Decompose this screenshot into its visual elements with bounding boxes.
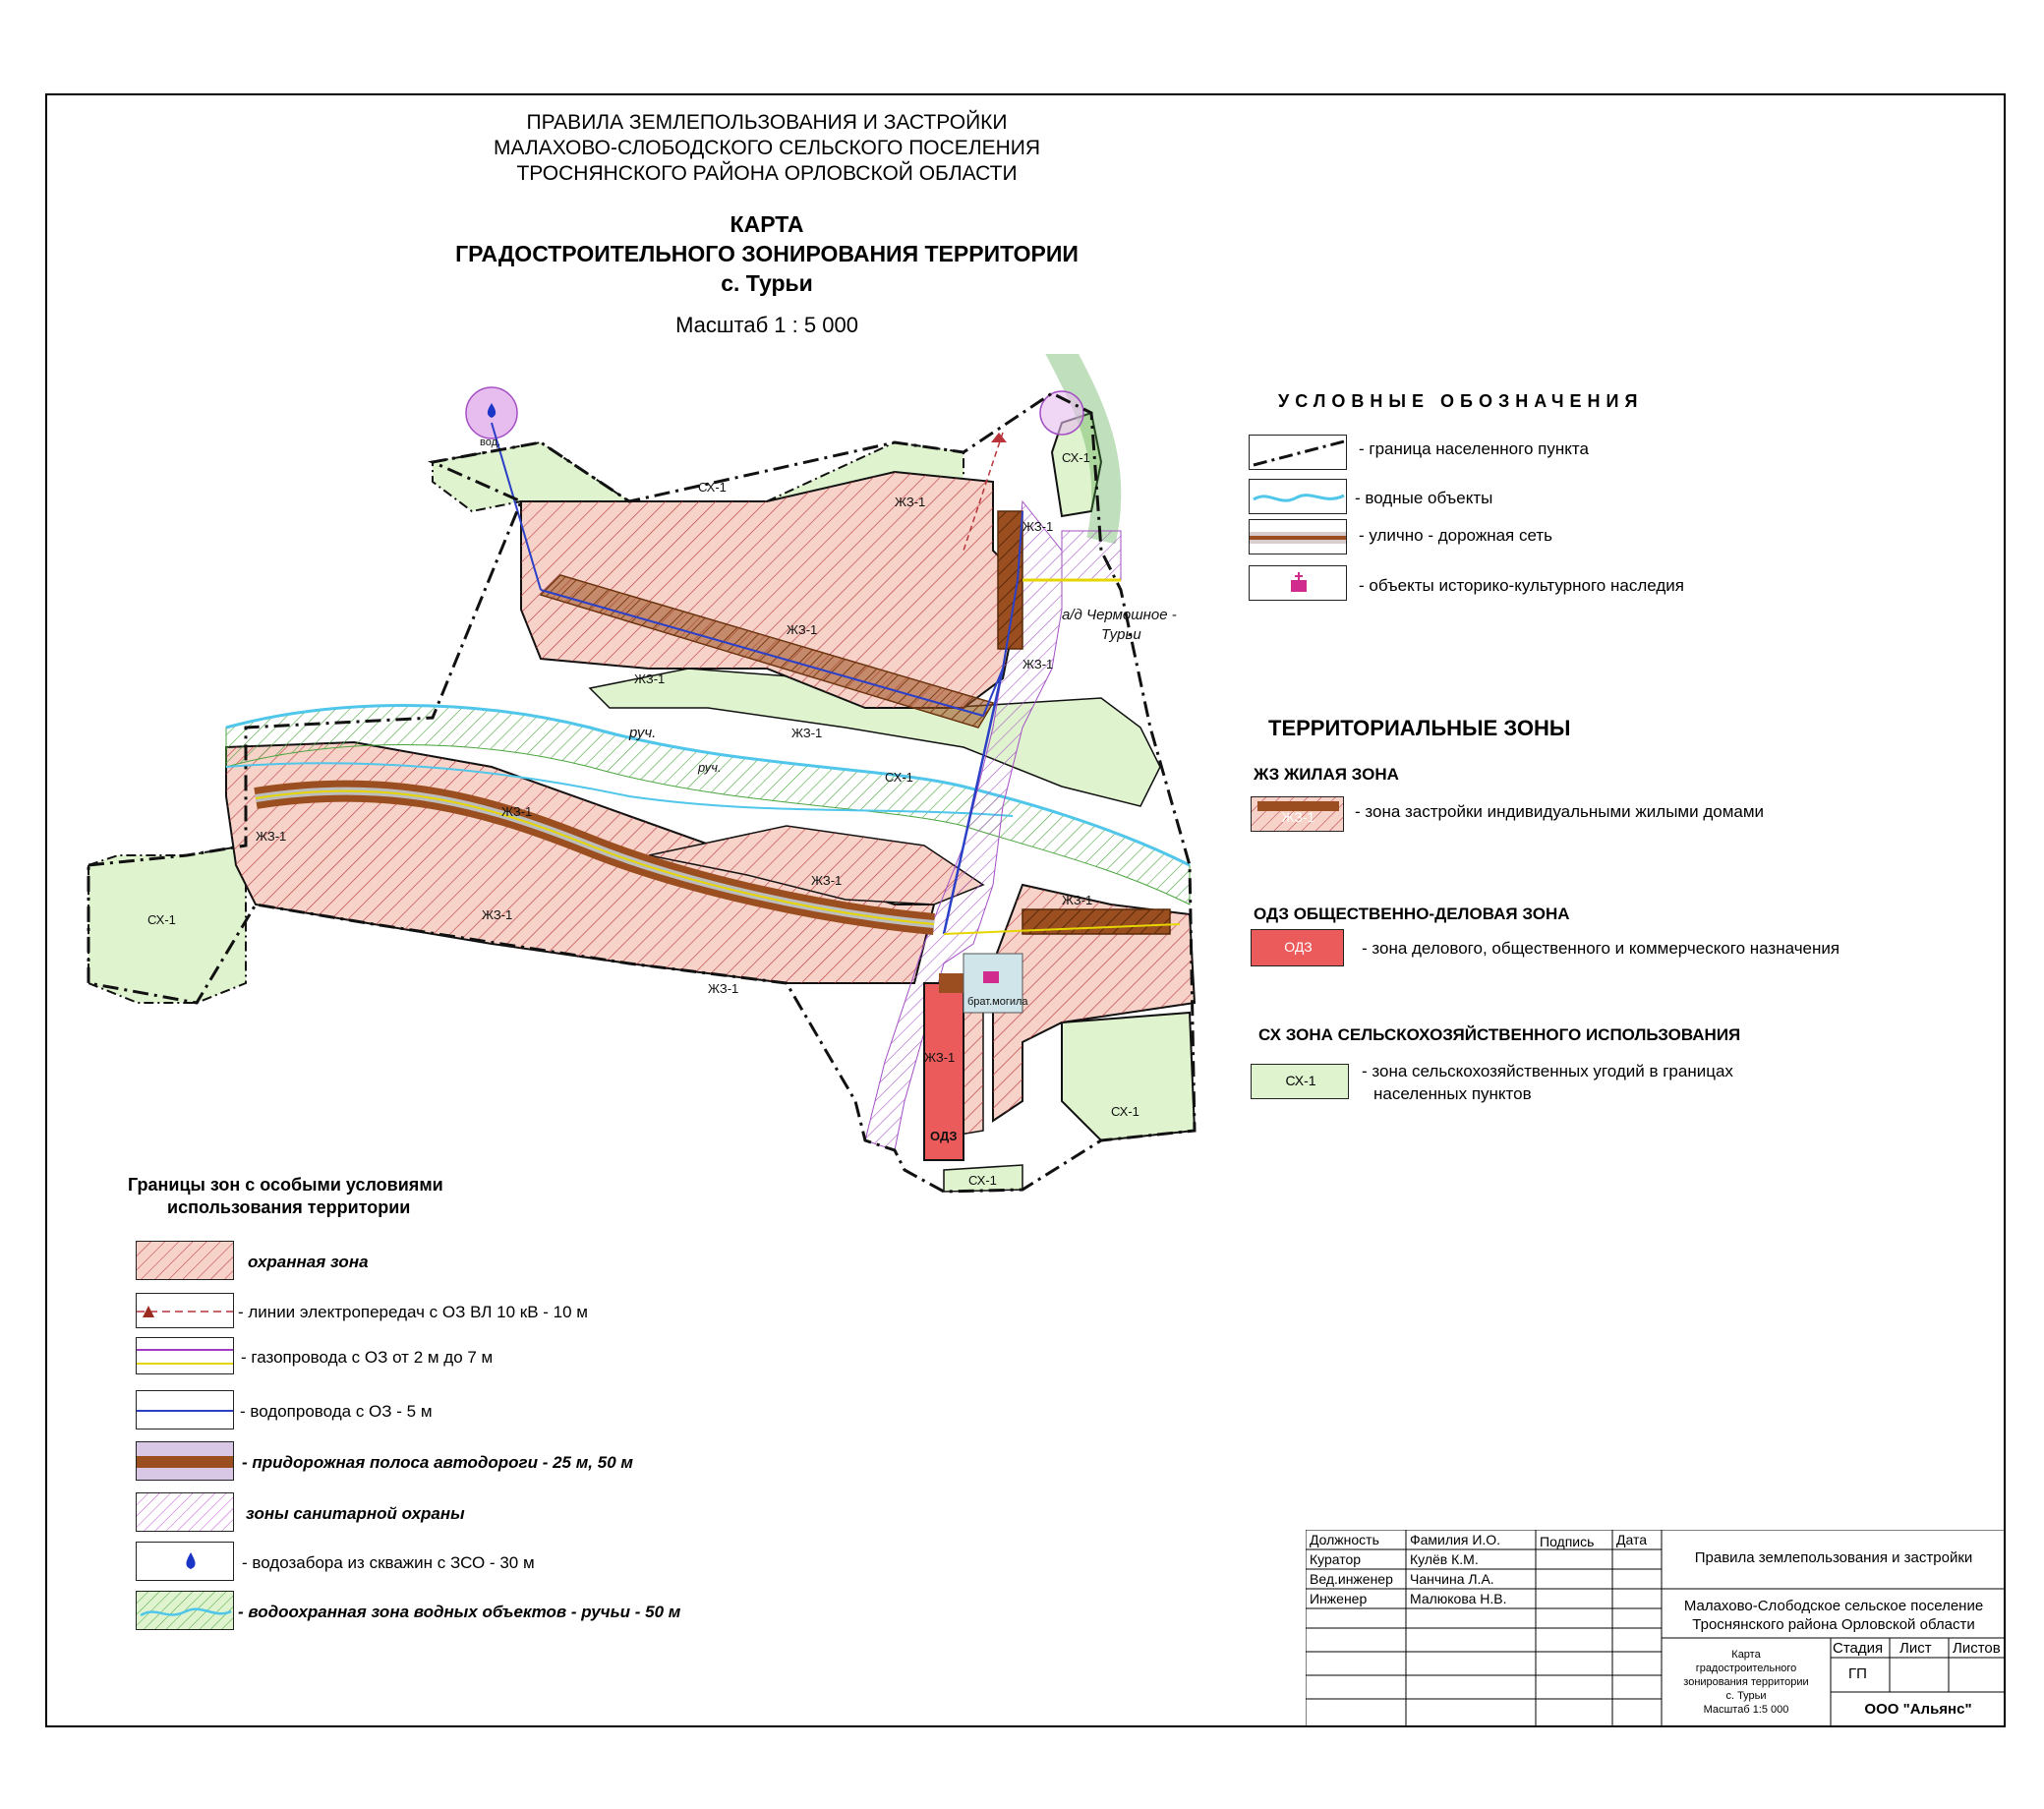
title-block bbox=[1306, 1530, 2006, 1727]
stamp-stage-value: ГП bbox=[1848, 1665, 1867, 1682]
stamp-row-3-position: Инженер bbox=[1310, 1591, 1368, 1606]
stamp-header-date: Дата bbox=[1616, 1532, 1648, 1547]
stamp-sheet-1: Карта bbox=[1731, 1649, 1761, 1661]
label-cx1-ne: СХ-1 bbox=[1062, 450, 1090, 465]
special-label-waterpipe: - водопровода с ОЗ - 5 м bbox=[240, 1402, 433, 1421]
heritage-object-icon bbox=[983, 971, 999, 983]
special-label-powerline: - линии электропередач с ОЗ ВЛ 10 кВ - 10 м bbox=[238, 1303, 588, 1321]
label-water-intake: вод. bbox=[480, 437, 501, 448]
zone-desc-business: - зона делового, общественного и коммерческого назначения bbox=[1362, 939, 1840, 958]
stamp-sheet-2: градостроительного bbox=[1695, 1663, 1797, 1674]
stamp-sheet-5: Масштаб 1:5 000 bbox=[1703, 1704, 1789, 1716]
stamp-sheet-3: зонирования территории bbox=[1683, 1676, 1809, 1688]
stamp-org-1: Малахово-Слободское сельское поселение bbox=[1683, 1598, 1984, 1614]
stamp-row-1-name: Кулёв К.М. bbox=[1410, 1551, 1479, 1567]
legend-label-boundary: - граница населенного пункта bbox=[1359, 439, 1589, 458]
zone-heading-agricultural: СХ ЗОНА СЕЛЬСКОХОЗЯЙСТВЕННОГО ИСПОЛЬЗОВАНИЯ bbox=[1258, 1025, 1741, 1044]
legend-label-roads: - улично - дорожная сеть bbox=[1359, 526, 1553, 545]
stamp-header-signature: Подпись bbox=[1540, 1534, 1595, 1549]
special-label-sanitary: зоны санитарной охраны bbox=[246, 1504, 465, 1523]
legend-label-heritage: - объекты историко-культурного наследия bbox=[1359, 576, 1684, 595]
stamp-row-1-position: Куратор bbox=[1310, 1551, 1362, 1567]
stamp-row-2-name: Чанчина Л.А. bbox=[1410, 1571, 1494, 1587]
zone-swatch-residential bbox=[1251, 796, 1344, 832]
label-zh-h: ЖЗ-1 bbox=[256, 829, 287, 844]
stamp-row-3-name: Малюкова Н.В. bbox=[1410, 1591, 1507, 1606]
special-title-1: Границы зон с особыми условиями bbox=[128, 1175, 443, 1195]
label-odz: ОДЗ bbox=[930, 1129, 958, 1143]
special-title-2: использования территории bbox=[167, 1197, 411, 1217]
map-title-1: КАРТА bbox=[730, 211, 804, 237]
label-zh-g: ЖЗ-1 bbox=[501, 804, 533, 819]
special-label-roadside: - придорожная полоса автодороги - 25 м, 50 м bbox=[242, 1453, 633, 1472]
label-cx1-mid: СХ-1 bbox=[885, 770, 913, 785]
header-line-2: МАЛАХОВО-СЛОБОДСКОГО СЕЛЬСКОГО ПОСЕЛЕНИЯ bbox=[493, 137, 1041, 159]
stamp-stage-label: Стадия bbox=[1833, 1640, 1884, 1657]
label-cx1-bottom: СХ-1 bbox=[968, 1173, 997, 1188]
legend-swatch-water bbox=[1249, 479, 1347, 514]
label-zh-d: ЖЗ-1 bbox=[634, 671, 666, 686]
stamp-lists-label: Листов bbox=[1953, 1640, 2001, 1657]
special-swatch-water-intake bbox=[136, 1542, 234, 1581]
stamp-header-position: Должность bbox=[1310, 1532, 1379, 1547]
legend-title: УСЛОВНЫЕ ОБОЗНАЧЕНИЯ bbox=[1278, 391, 1644, 411]
label-stream-1: руч. bbox=[629, 725, 657, 741]
zone-desc-agricultural-1: - зона сельскохозяйственных угодий в границах bbox=[1362, 1062, 1733, 1080]
label-zh-j: ЖЗ-1 bbox=[811, 873, 843, 888]
label-zh-a: ЖЗ-1 bbox=[895, 495, 926, 509]
legend-swatch-heritage bbox=[1249, 565, 1347, 601]
special-swatch-waterpipe bbox=[136, 1390, 234, 1430]
stamp-company: ООО "Альянс" bbox=[1864, 1701, 1972, 1718]
zone-swatch-business bbox=[1251, 929, 1344, 966]
special-label-gas: - газопровода с ОЗ от 2 м до 7 м bbox=[241, 1348, 494, 1367]
stamp-header-name: Фамилия И.О. bbox=[1410, 1532, 1501, 1547]
stamp-sheet-4: с. Турьи bbox=[1725, 1690, 1767, 1702]
label-zh-i: ЖЗ-1 bbox=[482, 907, 513, 922]
special-label-water-intake: - водозабора из скважин с ЗСО - 30 м bbox=[242, 1553, 535, 1572]
special-swatch-sanitary bbox=[136, 1492, 234, 1532]
label-stream-2: руч. bbox=[698, 760, 722, 775]
special-swatch-water-protection bbox=[136, 1591, 234, 1630]
zone-heading-business: ОДЗ ОБЩЕСТВЕННО-ДЕЛОВАЯ ЗОНА bbox=[1254, 904, 1570, 923]
label-zh-k: ЖЗ-1 bbox=[708, 981, 739, 996]
special-label-protection: охранная зона bbox=[248, 1253, 369, 1271]
label-zh-e: ЖЗ-1 bbox=[791, 726, 823, 740]
stamp-org-2: Троснянского района Орловской области bbox=[1692, 1616, 1975, 1633]
legend-swatch-roads bbox=[1249, 519, 1347, 554]
special-label-water-protection: - водоохранная зона водных объектов - ручьи - 50 м bbox=[238, 1603, 681, 1621]
special-swatch-gas bbox=[136, 1337, 234, 1374]
label-zh-b: ЖЗ-1 bbox=[1022, 519, 1054, 534]
label-road-name-1: а/д Чермошное - bbox=[1062, 607, 1177, 623]
label-cx1-top: СХ-1 bbox=[698, 480, 727, 495]
label-road-name-2: Турьи bbox=[1101, 626, 1141, 643]
label-grave: брат.могила bbox=[967, 996, 1028, 1008]
stamp-project: Правила землепользования и застройки bbox=[1694, 1549, 1973, 1566]
zone-desc-residential: - зона застройки индивидуальными жилыми домами bbox=[1355, 802, 1765, 821]
label-zh-m: ЖЗ-1 bbox=[924, 1050, 956, 1065]
zone-desc-agricultural-2: населенных пунктов bbox=[1373, 1084, 1532, 1103]
map-title-2: ГРАДОСТРОИТЕЛЬНОГО ЗОНИРОВАНИЯ ТЕРРИТОРИИ bbox=[455, 241, 1079, 266]
label-zh-c: ЖЗ-1 bbox=[787, 622, 818, 637]
zone-heading-residential: ЖЗ ЖИЛАЯ ЗОНА bbox=[1254, 765, 1399, 784]
special-swatch-protection bbox=[136, 1241, 234, 1280]
zone-code-business: ОДЗ bbox=[1284, 939, 1313, 955]
stamp-list-label: Лист bbox=[1899, 1640, 1932, 1657]
label-cx1-se: СХ-1 bbox=[1111, 1104, 1139, 1119]
special-swatch-powerline bbox=[136, 1293, 234, 1328]
label-zh-l: ЖЗ-1 bbox=[1062, 893, 1093, 907]
label-zh-f: ЖЗ-1 bbox=[1022, 657, 1054, 671]
stamp-sheet-title bbox=[1662, 1648, 1831, 1717]
zones-title: ТЕРРИТОРИАЛЬНЫЕ ЗОНЫ bbox=[1268, 716, 1571, 740]
header-line-3: ТРОСНЯНСКОГО РАЙОНА ОРЛОВСКОЙ ОБЛАСТИ bbox=[516, 162, 1018, 185]
special-swatch-roadside bbox=[136, 1441, 234, 1481]
zone-code-residential: ЖЗ-1 bbox=[1281, 809, 1315, 825]
stamp-row-2-position: Вед.инженер bbox=[1310, 1571, 1393, 1587]
zone-code-agricultural: СХ-1 bbox=[1285, 1073, 1316, 1088]
zone-swatch-agricultural bbox=[1251, 1064, 1349, 1099]
header-line-1: ПРАВИЛА ЗЕМЛЕПОЛЬЗОВАНИЯ И ЗАСТРОЙКИ bbox=[526, 111, 1008, 134]
legend-label-water: - водные объекты bbox=[1355, 489, 1493, 507]
label-cx1-west: СХ-1 bbox=[147, 912, 176, 927]
map-scale: Масштаб 1 : 5 000 bbox=[675, 313, 858, 337]
zoning-map bbox=[79, 354, 1219, 1199]
map-title-3: с. Турьи bbox=[721, 270, 813, 296]
legend-swatch-boundary bbox=[1249, 435, 1347, 470]
